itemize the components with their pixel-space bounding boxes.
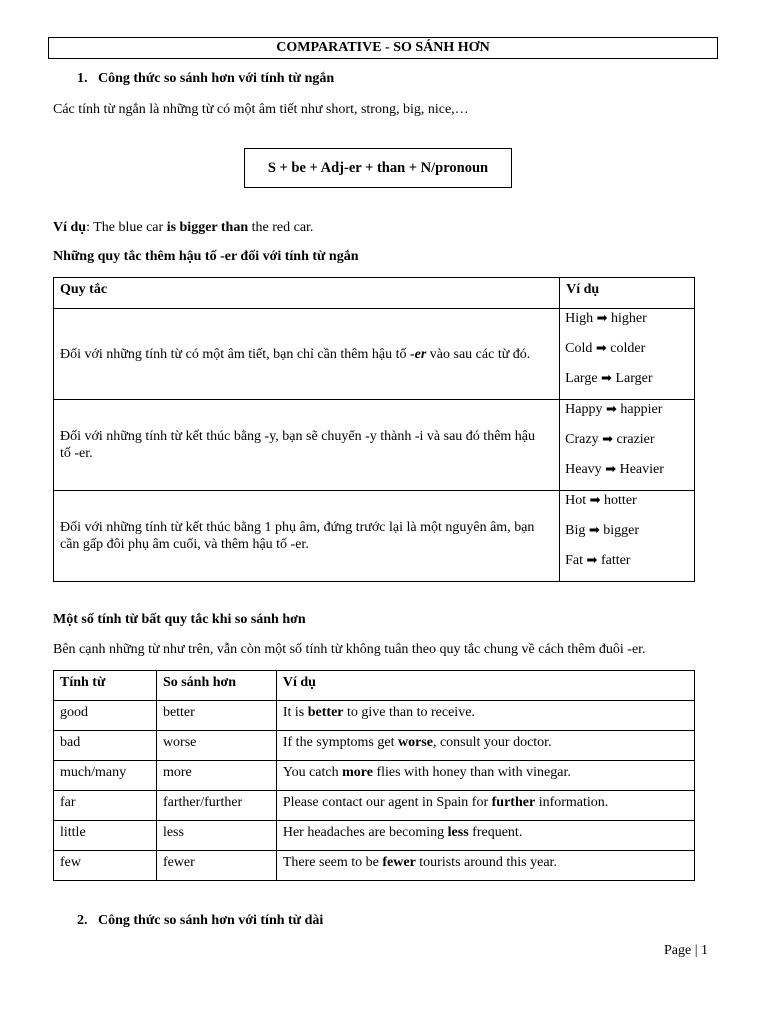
- rules-header-example: Ví dụ: [560, 278, 695, 309]
- example-bold: fewer: [382, 855, 416, 870]
- header-comparative: So sánh hơn: [156, 671, 276, 701]
- example-post: frequent.: [468, 825, 523, 840]
- example-form: bigger: [603, 523, 640, 538]
- example-pre: It is: [282, 705, 308, 720]
- adjective-cell: far: [54, 791, 157, 821]
- right-arrow-icon: ➡: [596, 311, 608, 326]
- example-post: to give than to receive.: [343, 705, 475, 720]
- rule-suffix: -er: [409, 346, 427, 362]
- right-arrow-icon: ➡: [588, 523, 600, 538]
- example-item: [565, 430, 689, 460]
- example-item: [565, 339, 689, 369]
- section-2-title: Công thức so sánh hơn với tính từ dài: [98, 913, 324, 928]
- example-cell: [276, 821, 694, 851]
- example-item: [565, 460, 689, 490]
- example-bold: worse: [397, 735, 433, 750]
- rules-header-rule: Quy tắc: [54, 278, 560, 309]
- example-item: [565, 521, 689, 551]
- table-row: [54, 761, 695, 791]
- example-form: Larger: [615, 371, 653, 386]
- rule-text: Đối với những tính từ có một âm tiết, bạn chỉ cần thêm hậu tố: [60, 346, 410, 362]
- example-cell: [560, 400, 695, 491]
- formula-box: S + be + Adj-er + than + N/pronoun: [244, 148, 512, 188]
- example-bold: more: [342, 765, 373, 780]
- example-item: [565, 309, 689, 339]
- comparative-cell: better: [156, 701, 276, 731]
- example-item: [565, 491, 689, 521]
- table-row: [54, 731, 695, 761]
- irregular-table: [53, 670, 695, 881]
- right-arrow-icon: ➡: [589, 493, 601, 508]
- example-base: Happy: [565, 402, 603, 417]
- table-row: [54, 400, 695, 491]
- example-cell: [560, 309, 695, 400]
- adjective-cell: few: [54, 851, 157, 881]
- header-example: Ví dụ: [276, 671, 694, 701]
- right-arrow-icon: ➡: [595, 341, 607, 356]
- example-form: hotter: [604, 493, 637, 508]
- adjective-cell: little: [54, 821, 157, 851]
- example-bold: further: [491, 795, 536, 810]
- right-arrow-icon: ➡: [605, 402, 617, 417]
- example-post: information.: [535, 795, 609, 810]
- table-row: [54, 851, 695, 881]
- example-cell: [276, 761, 694, 791]
- example-cell: [276, 851, 694, 881]
- rule-cell: [54, 400, 560, 491]
- example-base: Cold: [565, 341, 593, 356]
- example-item: [565, 551, 689, 581]
- section-1-title: Công thức so sánh hơn với tính từ ngắn: [98, 71, 335, 86]
- example-item: [565, 400, 689, 430]
- example-post: , consult your doctor.: [432, 735, 552, 750]
- example-pre: You catch: [282, 765, 343, 780]
- rule-text: Đối với những tính từ kết thúc bằng -y, bạn sẽ chuyển -y thành -i và sau đó thêm hậu tố -er.: [60, 429, 536, 461]
- example-form: fatter: [600, 553, 631, 568]
- irregular-intro: Bên cạnh những từ như trên, vẫn còn một số tính từ không tuân theo quy tắc chung về cách thêm đuôi -er.: [53, 642, 646, 657]
- adjective-cell: bad: [54, 731, 157, 761]
- short-adj-intro: Các tính từ ngắn là những từ có một âm tiết như short, strong, big, nice,…: [53, 102, 469, 117]
- example-cell: [276, 701, 694, 731]
- example-base: Crazy: [565, 432, 599, 447]
- adjective-cell: good: [54, 701, 157, 731]
- example-pre: If the symptoms get: [282, 735, 398, 750]
- table-row: [54, 701, 695, 731]
- comparative-cell: farther/further: [156, 791, 276, 821]
- comparative-cell: worse: [156, 731, 276, 761]
- document-title: COMPARATIVE - SO SÁNH HƠN: [48, 37, 718, 59]
- section-2-heading: [77, 913, 323, 929]
- example-base: Fat: [565, 553, 584, 568]
- example-pre: There seem to be: [282, 855, 383, 870]
- example-form: crazier: [616, 432, 655, 447]
- example-post: the red car.: [248, 220, 314, 235]
- example-cell: [276, 731, 694, 761]
- example-cell: [560, 491, 695, 582]
- comparative-cell: fewer: [156, 851, 276, 881]
- header-adjective: Tính từ: [54, 671, 157, 701]
- right-arrow-icon: ➡: [586, 553, 598, 568]
- rule-cell: [54, 309, 560, 400]
- rules-table-header: [54, 278, 695, 309]
- section-1-heading: [77, 71, 334, 87]
- example-pre: : The blue car: [86, 220, 167, 235]
- page-number: Page | 1: [664, 943, 709, 958]
- example-item: [565, 369, 689, 399]
- section-1-number: 1.: [77, 71, 88, 86]
- rule-cell: [54, 491, 560, 582]
- example-sentence: [53, 220, 313, 236]
- rules-table: [53, 277, 695, 582]
- rule-text: Đối với những tính từ kết thúc bằng 1 phụ âm, đứng trước lại là một nguyên âm, bạn cần gấp đôi phụ âm cuối, và thêm hậu tố -er.: [60, 520, 535, 552]
- example-base: High: [565, 311, 594, 326]
- comparative-cell: more: [156, 761, 276, 791]
- adjective-cell: much/many: [54, 761, 157, 791]
- irregular-table-header: [54, 671, 695, 701]
- right-arrow-icon: ➡: [602, 432, 613, 447]
- example-form: colder: [610, 341, 646, 356]
- example-pre: Her headaches are becoming: [282, 825, 448, 840]
- rule-text-end: vào sau các từ đó.: [426, 346, 531, 362]
- right-arrow-icon: ➡: [601, 371, 612, 386]
- example-bold: better: [307, 705, 344, 720]
- example-bold: is bigger than: [166, 220, 249, 235]
- example-bold: less: [447, 825, 469, 840]
- example-pre: Please contact our agent in Spain for: [282, 795, 492, 810]
- rules-heading: Những quy tắc thêm hậu tố -er đối với tính từ ngắn: [53, 249, 359, 264]
- table-row: [54, 491, 695, 582]
- example-cell: [276, 791, 694, 821]
- section-2-number: 2.: [77, 913, 88, 928]
- comparative-cell: less: [156, 821, 276, 851]
- right-arrow-icon: ➡: [605, 462, 617, 477]
- example-post: tourists around this year.: [415, 855, 557, 870]
- example-base: Big: [565, 523, 586, 538]
- irregular-heading: Một số tính từ bất quy tắc khi so sánh hơn: [53, 612, 306, 627]
- example-base: Hot: [565, 493, 587, 508]
- example-form: Heavier: [619, 462, 664, 477]
- example-post: flies with honey than with vinegar.: [372, 765, 571, 780]
- example-base: Heavy: [565, 462, 602, 477]
- table-row: [54, 791, 695, 821]
- example-base: Large: [565, 371, 598, 386]
- table-row: [54, 821, 695, 851]
- example-form: higher: [611, 311, 647, 326]
- example-form: happier: [620, 402, 663, 417]
- table-row: [54, 309, 695, 400]
- example-label: Ví dụ: [53, 220, 87, 235]
